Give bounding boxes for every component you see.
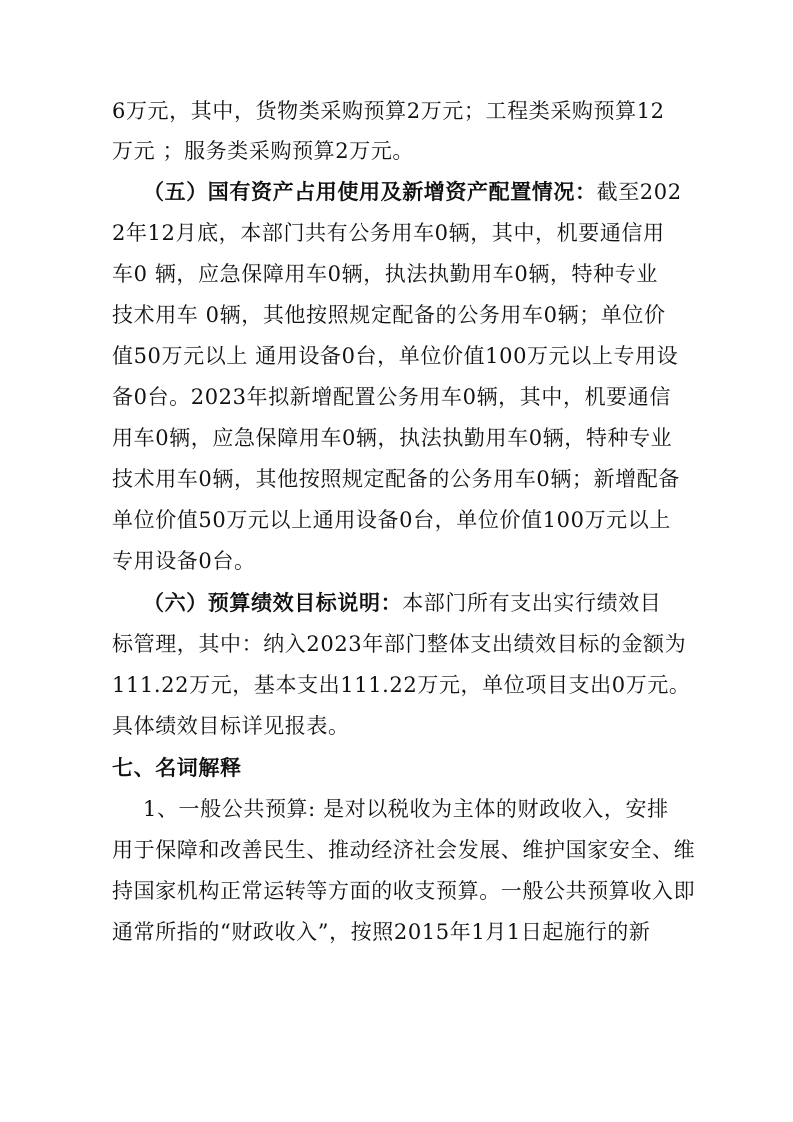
text-line-16: 具体绩效目标详见报表。 (112, 714, 350, 738)
performance-paragraph-first-line (143, 583, 723, 623)
text-line-1: 6万元，其中，货物类采购预算2万元；工程类采购预算12 (112, 99, 665, 123)
text-line-19: 用于保障和改善民生、推动经济社会发展、维护国家安全、维 (112, 838, 696, 862)
text-line-5: 车0 辆，应急保障用车0辆，执法执勤用车0辆，特种专业 (112, 262, 658, 286)
text-line-4: 2年12月底，本部门共有公务用车0辆，其中，机要通信用 (112, 221, 665, 245)
performance-text-start: 本部门所有支出实行绩效目 (402, 591, 662, 615)
text-line-20: 持国家机构正常运转等方面的收支预算。一般公共预算收入即 (112, 879, 696, 903)
assets-paragraph-first-line (143, 172, 723, 212)
text-line-15: 111.22万元，基本支出111.22万元，单位项目支出0万元。 (112, 673, 691, 697)
text-line-10: 技术用车0辆，其他按照规定配备的公务用车0辆；新增配备 (112, 467, 680, 491)
text-line-21: 通常所指的“财政收入”，按照2015年1月1日起施行的新 (112, 920, 651, 944)
text-line-7: 值50万元以上 通用设备0台，单位价值100万元以上专用设 (112, 344, 679, 368)
text-line-6: 技术用车 0辆，其他按照规定配备的公务用车0辆；单位价 (112, 303, 666, 327)
assets-text-start: 截至202 (596, 180, 682, 204)
assets-heading: （五）国有资产占用使用及新增资产配置情况： (143, 180, 597, 204)
text-line-8: 备0台。2023年拟新增配置公务用车0辆，其中，机要通信 (112, 385, 671, 409)
glossary-heading: 七、名词解释 (112, 756, 242, 780)
text-line-18: 1、一般公共预算: 是对以税收为主体的财政收入，安排 (143, 797, 669, 821)
text-line-14: 标管理，其中：纳入2023年部门整体支出绩效目标的金额为 (112, 632, 687, 656)
text-line-11: 单位价值50万元以上通用设备0台，单位价值100万元以上 (112, 508, 671, 532)
text-line-9: 用车0辆，应急保障用车0辆，执法执勤用车0辆，特种专业 (112, 426, 673, 450)
performance-heading: （六）预算绩效目标说明： (143, 591, 403, 615)
text-line-2: 万元 ；服务类采购预算2万元。 (112, 139, 415, 163)
text-line-12: 专用设备0台。 (112, 549, 256, 573)
